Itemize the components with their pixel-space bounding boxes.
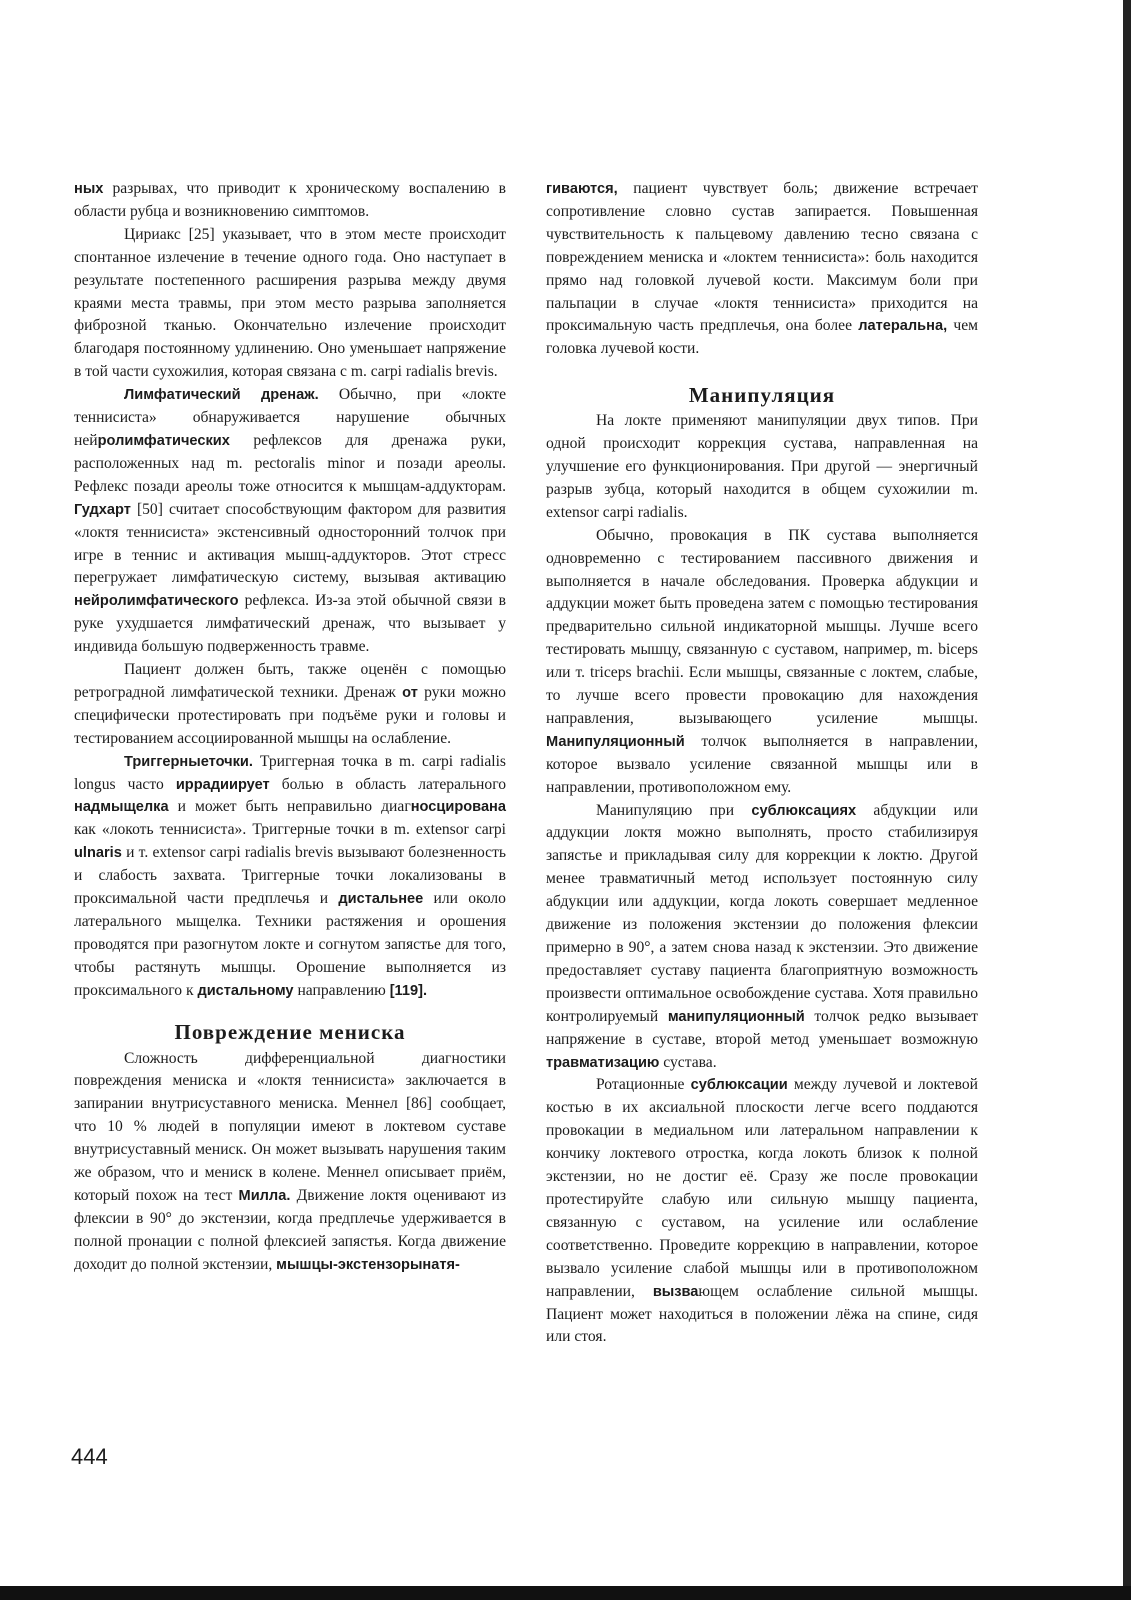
lymphatic-drainage-heading: Лимфатический дренаж. (124, 387, 319, 404)
paragraph-cyriax: Цириакс [25] указывает, что в этом месте происходит спонтанное излечение в течение одного года. Оно наступает в результате постепенного расширения разрыва между двумя краями места травмы, при этом место разрыва заполняется фиброзной тканью. Окончательно излечение происходит благодаря постоянному удлинению. Оно уменьшает напряжение в той части сухожилия, которая связана с m. carpi radialis brevis. (74, 225, 506, 381)
page-number: 444 (71, 1444, 108, 1469)
paragraph-manipulation-types: На локте применяют манипуляции двух типов. При одной происходит коррекция сустава, направленная на улучшение его функционирования. При другой — энергичный разрыв зубца, который находится в общем сухожилии m. extensor carpi radialis. (546, 412, 978, 521)
paragraph-trigger-points: Триггерныеточки. Триггерная точка в m. carpi radialis longus часто иррадиирует болью в область латерального надмыщелка и может быть неправильно диагносцирована как «локоть теннисиста». Триггерные точки в m. extensor carpi ulnaris и т. extensor carpi radialis brevis вызывают болезненность и слабость захвата. Триггерные точки локализованы в проксимальной части предплечья и дистальнее или около латерального мыщелка. Техники растяжения и орошения проводятся при разогнутом локте и согнутом запястье для того, чтобы растянуть мышцы. Орошение выполняется из проксимального к дистальному направлению [119]. (74, 752, 506, 999)
left-column (74, 178, 506, 1277)
section-heading-meniscus: Повреждение мениска (174, 1019, 406, 1044)
paragraph-retrograde-lymphatic: Пациент должен быть, также оценён с помощью ретроградной лимфатической техники. Дренаж от руки можно специфически протестировать при подъёме руки и головы и тестированием ассоциированной мышцы на ослабление. (74, 661, 506, 747)
trigger-points-heading: Триггерныеточки. (124, 753, 253, 770)
paragraph-rupture-end: ных разрывах, что приводит к хроническому воспалению в области рубца и возникновению симптомов. (74, 180, 506, 220)
paragraph-rotational-subluxation: Ротационные сублюксации между лучевой и локтевой костью в их аксиальной плоскости легче всего поддаются провокации в медиальном или латеральном направлении к кончику локтевого отростка, когда локоть близок к полной экстензии, но не достиг её. Сразу же после провокации протестируйте слабую или сильную мышцу пациента, связанную с суставом, на усиление или ослабление соответственно. Проведите коррекцию в направлении, которое вызвало усиление слабой мышцы или в противоположном направлении, вызвающем ослабление сильной мышцы. Пациент может находиться в положении лёжа на спине, сидя или стоя. (546, 1076, 979, 1346)
paragraph-provocation: Обычно, провокация в ПК сустава выполняется одновременно с тестированием пассивного движения и выполняется в начале обследования. Проверка абдукции и аддукции может быть проведена затем с помощью тестирования предварительно сильной индикаторной мышцы. Лучше всего тестировать мышцу, связанную с суставом, например, m. biceps или т. triceps brachii. Если мышцы, связанные с локтем, слабые, то лучше всего провести провокацию для нахождения направления, вызывающего усиление мышцы. Манипуляционный толчок выполняется в направлении, которое вызвало усиление связанной мышцы или в направлении, противоположном ему. (546, 526, 978, 796)
scan-edge-bottom (0, 1586, 1131, 1600)
scan-edge-right (1123, 0, 1131, 1600)
section-heading-manipulation: Манипуляция (688, 383, 836, 408)
paragraph-lymphatic-drainage: Лимфатический дренаж. Обычно, при «локте теннисиста» обнаруживается нарушение обычных нейролимфатических рефлексов для дренажа руки, расположенных над m. pectoralis minor и позади ареолы. Рефлекс позади ареолы тоже относится к мышцам-аддукторам. Гудхарт [50] считает способствующим фактором для развития «локтя теннисиста» экстенсивный односторонний толчок при игре в теннис и активация мышц-аддукторов. Этот стресс перегружает лимфатическую систему, вызывая активацию нейролимфатического рефлекса. Из-за этой обычной связи в руке ухудшается лимфатический дренаж, что вызывает у индивида большую подверженность травме. (74, 386, 506, 656)
paragraph-meniscus-continued: гиваются, пациент чувствует боль; движение встречает сопротивление словно сустав запирается. Повышенная чувствительность к пальцевому давлению тесно связана с повреждением мениска и «локтем теннисиста»: боль находится прямо над головкой лучевой кости. Максимум боли при пальпации в случае «локтя теннисиста» приходится на проксимальную часть предплечья, она более латеральна, чем головка лучевой кости. (546, 180, 978, 358)
paragraph-subluxation-manipulation: Манипуляцию при сублюксациях абдукции или аддукции локтя можно выполнять, просто стабилизируя запястье и прикладывая силу для коррекции к локтю. Другой менее травматичный метод использует постоянную силу абдукции или аддукции, когда локоть совершает медленное движение из положения экстензии до положения флексии примерно в 90°, а затем снова назад к экстензии. Это движение предоставляет суставу пациента благоприятную возможность произвести оптимальное освобождение сустава. Хотя правильно контролируемый манипуляционный толчок редко вызывает напряжение в суставе, второй метод уменьшает возможную травматизацию сустава. (546, 801, 978, 1071)
right-column (546, 178, 978, 1349)
paragraph-meniscus: Сложность дифференциальной диагностики повреждения мениска и «локтя теннисиста» заключается в запирании внутрисуставного мениска. Меннел [86] сообщает, что 10 % людей в популяции имеют в локтевом суставе внутрисуставный мениск. Он может вызывать нарушения таким же образом, что и мениск в колене. Меннел описывает приём, который похож на тест Милла. Движение локтя оценивают из флексии в 90° до экстензии, когда предплечье удерживается в полной пронации с полной флексией запястья. Когда движение доходит до полной экстензии, мышцы-экстензорынатя- (74, 1049, 506, 1273)
